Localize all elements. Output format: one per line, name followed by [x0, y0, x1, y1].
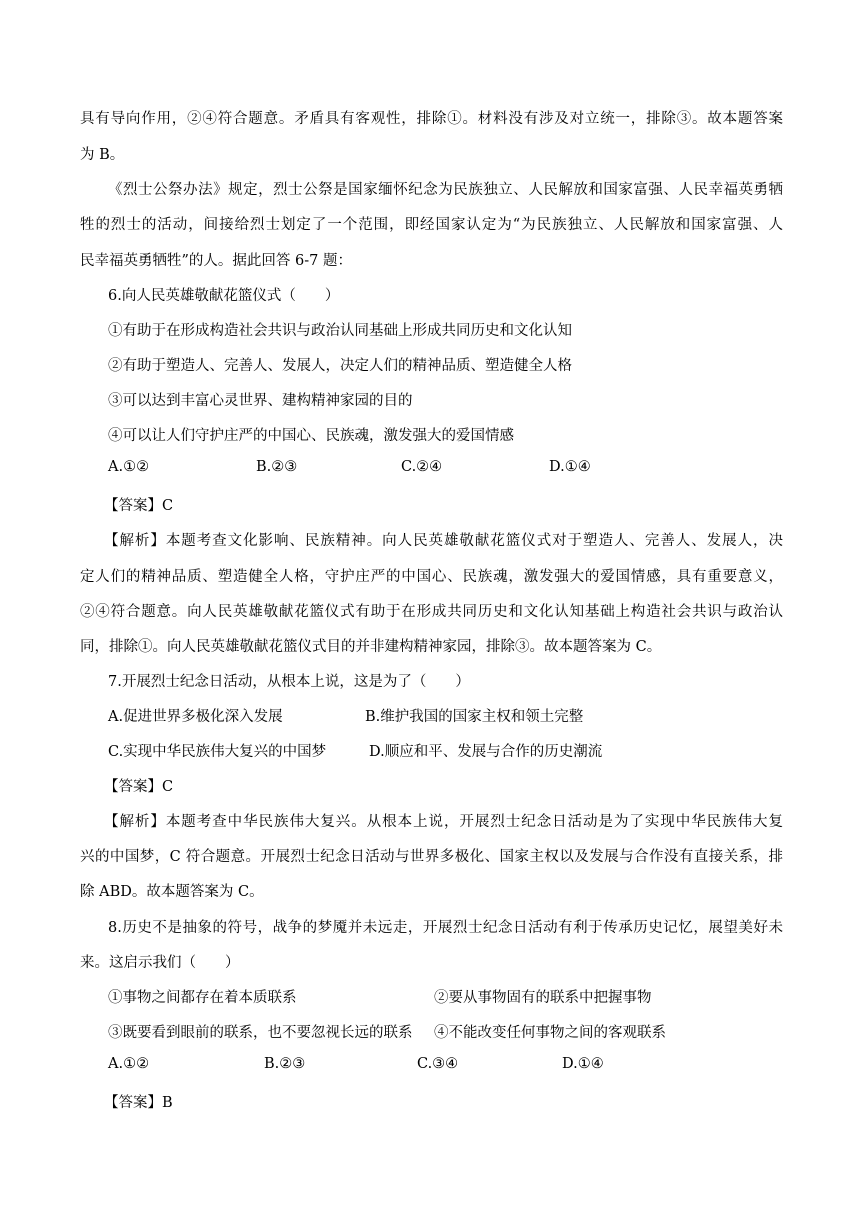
question-7-option-a: A.促进世界多极化深入发展 — [108, 709, 283, 725]
question-8-item-4: ④不能改变任何事物之间的客观联系 — [434, 1025, 666, 1041]
question-6-analysis-line-2: 定人们的精神品质、塑造健全人格，守护庄严的中国心、民族魂，激发强大的爱国情感，具有重要意义， — [80, 569, 783, 585]
paragraph-2-line-1: 《烈士公祭办法》规定，烈士公祭是国家缅怀纪念为民族独立、人民解放和国家富强、人民幸福英勇牺 — [108, 182, 783, 198]
question-7-stem: 7.开展烈士纪念日活动，从根本上说，这是为了（ ） — [108, 674, 470, 690]
question-6-analysis-line-4: 同，排除①。向人民英雄敬献花篮仪式目的并非建构精神家园，排除③。故本题答案为 C。 — [80, 639, 662, 655]
question-6-option-b: B.②③ — [256, 459, 298, 475]
question-6-item-3: ③可以达到丰富心灵世界、建构精神家园的目的 — [108, 393, 413, 409]
question-6-item-4: ④可以让人们守护庄严的中国心、民族魂，激发强大的爱国情感 — [108, 428, 514, 444]
question-8-stem-line-1: 8.历史不是抽象的符号，战争的梦魇并未远走，开展烈士纪念日活动有利于传承历史记忆，展望美好未 — [108, 920, 783, 936]
question-8-item-2: ②要从事物固有的联系中把握事物 — [434, 990, 652, 1006]
question-6-option-a: A.①② — [108, 459, 150, 475]
question-6-item-1: ①有助于在形成构造社会共识与政治认同基础上形成共同历史和文化认知 — [108, 323, 572, 339]
question-8-stem-line-2: 来。这启示我们（ ） — [80, 955, 240, 971]
question-7-analysis-line-1: 【解析】本题考查中华民族伟大复兴。从根本上说，开展烈士纪念日活动是为了实现中华民族伟大复 — [104, 814, 783, 830]
question-7-option-b: B.维护我国的国家主权和领土完整 — [365, 709, 584, 725]
question-6-analysis-line-1: 【解析】本题考查文化影响、民族精神。向人民英雄敬献花篮仪式对于塑造人、完善人、发展人，决 — [104, 533, 783, 549]
paragraph-1-line-2: 为 B。 — [80, 147, 125, 163]
question-8-option-a: A.①② — [108, 1056, 150, 1072]
question-8-item-3: ③既要看到眼前的联系，也不要忽视长远的联系 — [108, 1025, 413, 1041]
question-8-answer: 【答案】B — [104, 1095, 173, 1111]
question-6-answer: 【答案】C — [104, 498, 174, 514]
paragraph-2-line-3: 民幸福英勇牺牲”的人。据此回答 6-7 题： — [80, 253, 352, 269]
paragraph-2-line-2: 牲的烈士的活动，间接给烈士划定了一个范围，即经国家认定为“为民族独立、人民解放和国家富强、人 — [80, 217, 783, 233]
question-6-item-2: ②有助于塑造人、完善人、发展人，决定人们的精神品质、塑造健全人格 — [108, 358, 572, 374]
question-7-answer: 【答案】C — [104, 779, 174, 795]
question-8-item-1: ①事物之间都存在着本质联系 — [108, 990, 297, 1006]
question-7-option-c: C.实现中华民族伟大复兴的中国梦 — [108, 744, 327, 760]
question-8-option-c: C.③④ — [417, 1056, 459, 1072]
question-6-option-d: D.①④ — [549, 459, 591, 475]
question-7-analysis-line-3: 除 ABD。故本题答案为 C。 — [80, 884, 264, 900]
question-8-option-b: B.②③ — [264, 1056, 306, 1072]
question-7-analysis-line-2: 兴的中国梦，C 符合题意。开展烈士纪念日活动与世界多极化、国家主权以及发展与合作没有直接关系，排 — [80, 849, 783, 865]
question-8-option-d: D.①④ — [562, 1056, 604, 1072]
paragraph-1-line-1: 具有导向作用，②④符合题意。矛盾具有客观性，排除①。材料没有涉及对立统一，排除③。故本题答案 — [80, 111, 783, 127]
question-7-option-d: D.顺应和平、发展与合作的历史潮流 — [369, 744, 603, 760]
question-6-option-c: C.②④ — [401, 459, 443, 475]
question-6-stem: 6.向人民英雄敬献花篮仪式（ ） — [108, 288, 340, 304]
question-6-analysis-line-3: ②④符合题意。向人民英雄敬献花篮仪式有助于在形成共同历史和文化认知基础上构造社会共识与政治认 — [80, 604, 783, 620]
